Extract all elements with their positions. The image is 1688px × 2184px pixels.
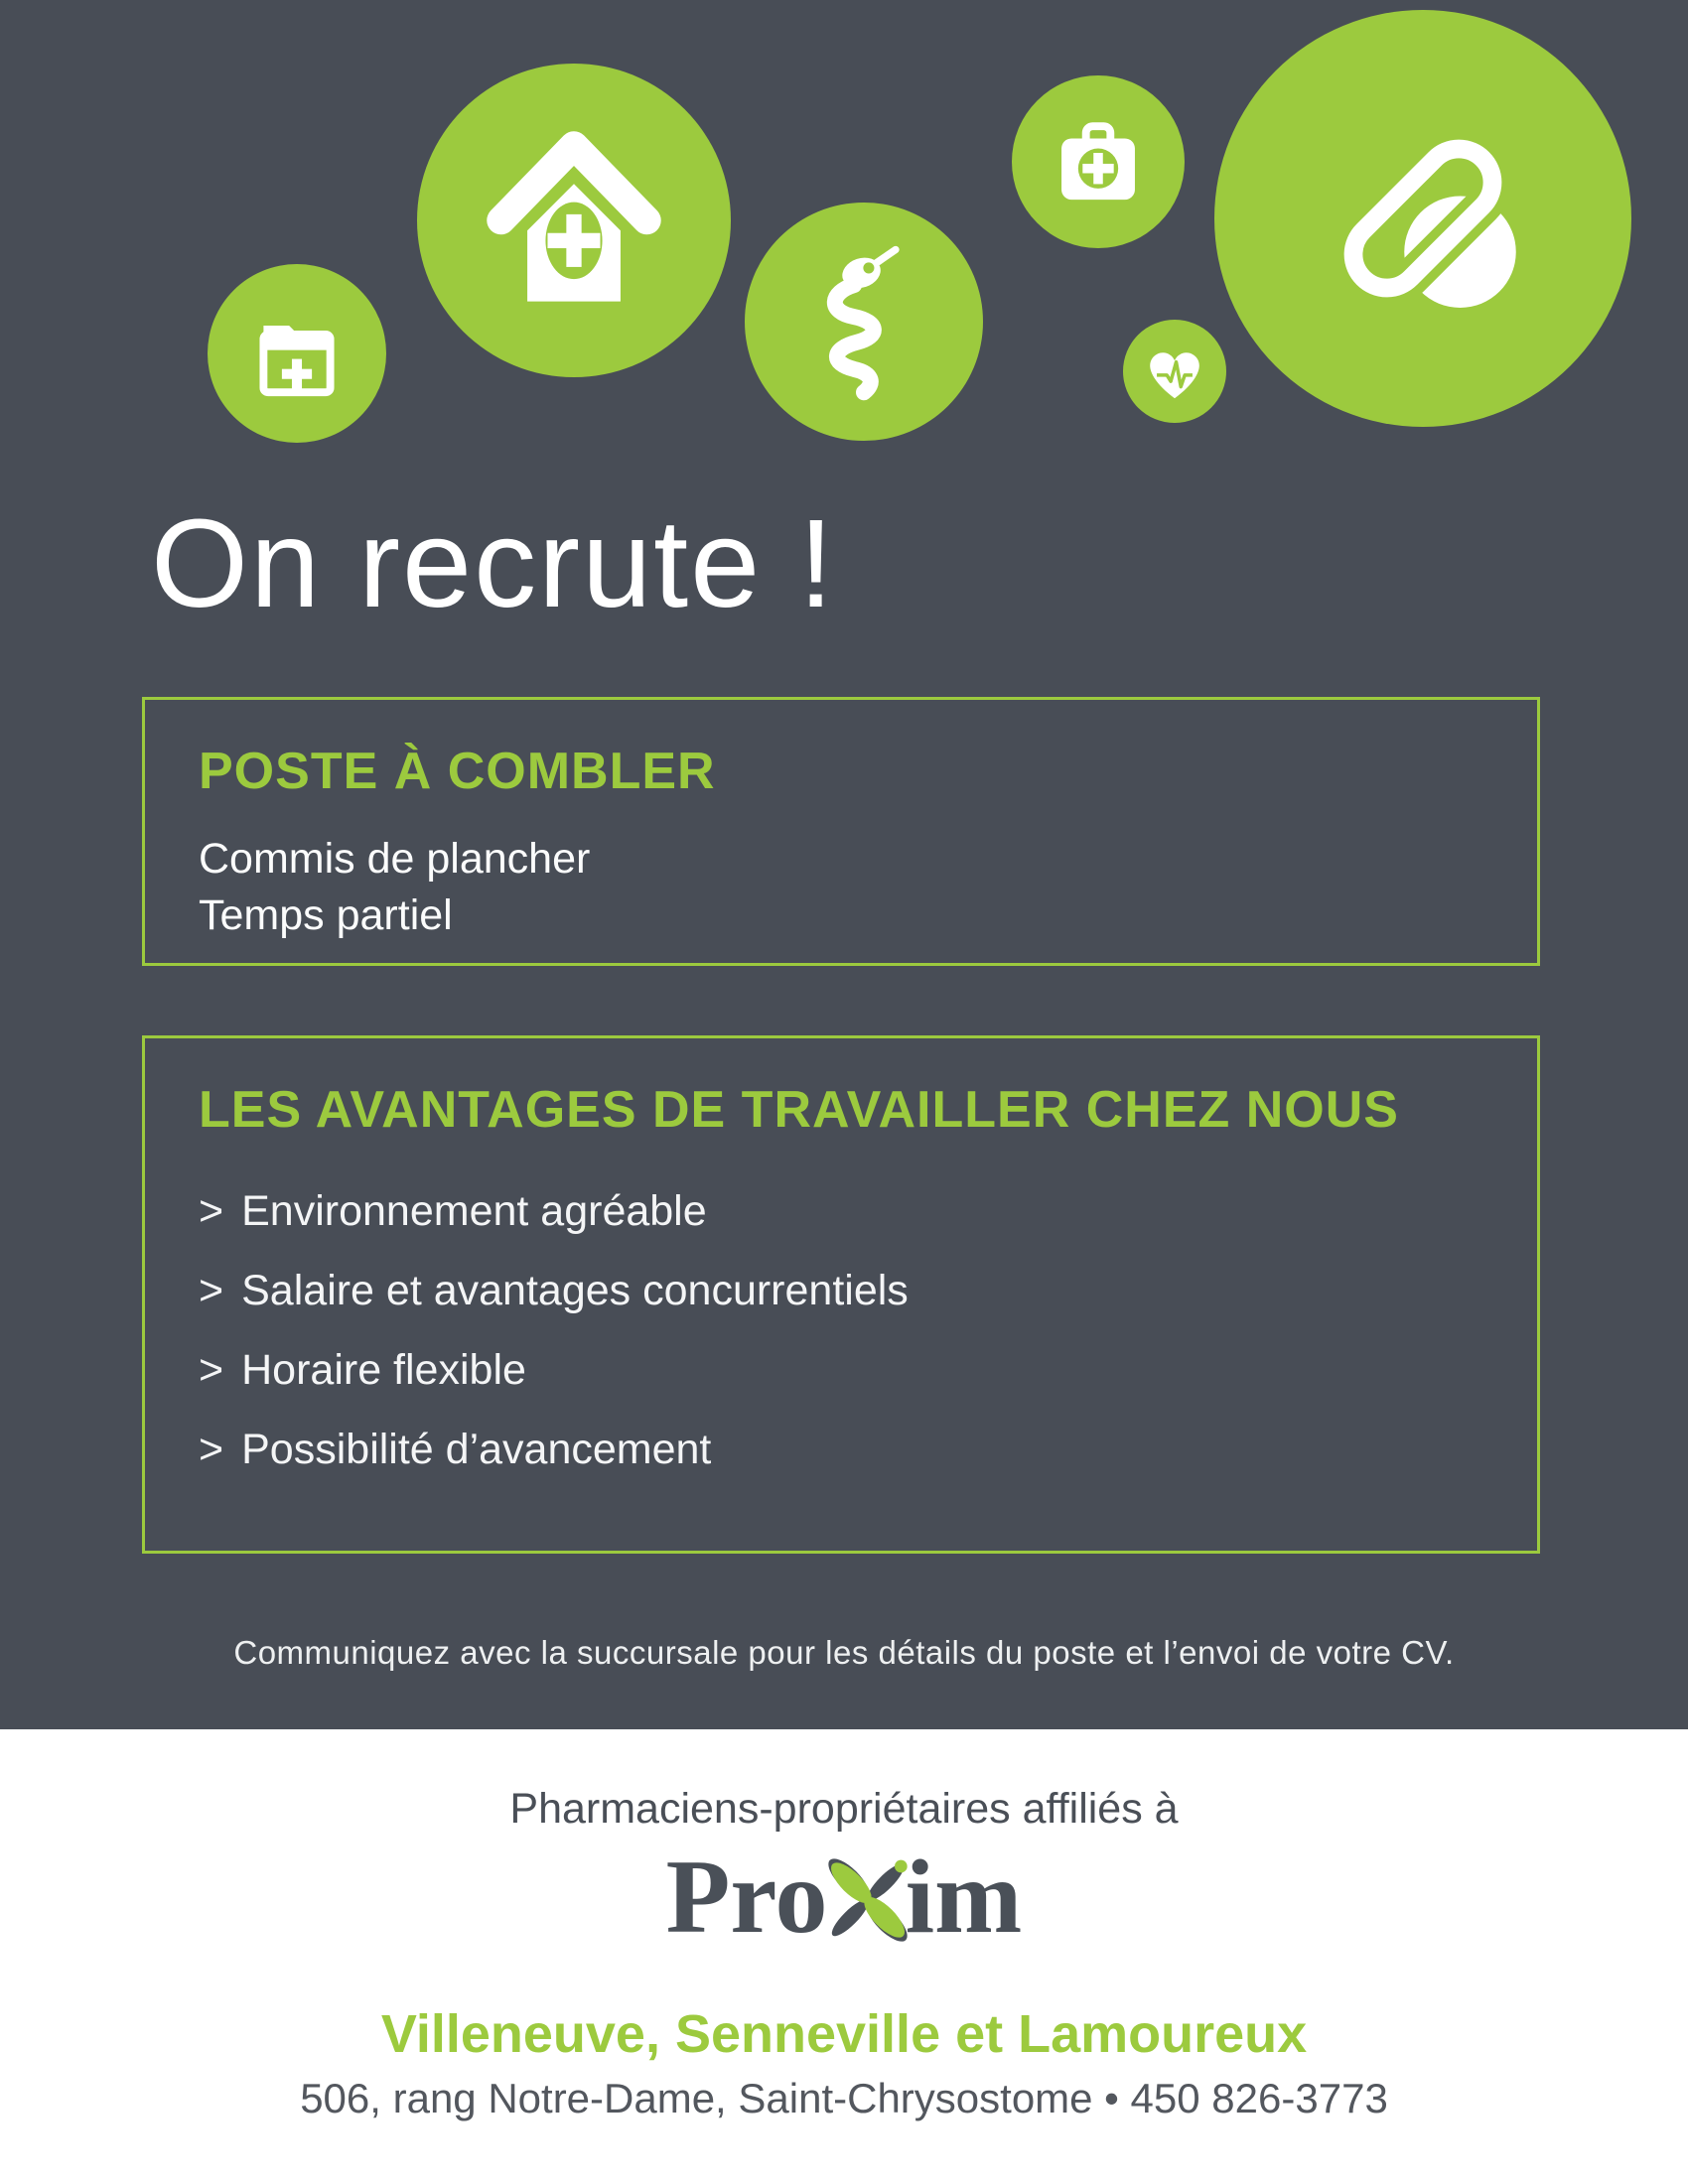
address-line: 506, rang Notre-Dame, Saint-Chrysostome • 450 826-3773	[300, 2075, 1388, 2121]
list-item-label: Horaire flexible	[241, 1346, 526, 1394]
pharmacy-house-icon	[473, 119, 675, 322]
pill-capsule-icon	[1299, 94, 1547, 342]
logo-text-im: im	[905, 1839, 1023, 1955]
logo-text-pro: Pro	[665, 1839, 828, 1955]
bullet-chevron: >	[199, 1426, 224, 1473]
affiliation-text: Pharmaciens-propriétaires affiliés à	[509, 1785, 1179, 1833]
bullet-chevron: >	[199, 1187, 224, 1235]
list-item	[199, 1267, 1537, 1315]
asclepius-snake-icon	[798, 236, 929, 407]
poste-a-combler-box	[142, 697, 1540, 966]
list-item	[199, 1346, 1537, 1395]
list-item-label: Possibilité d’avancement	[241, 1426, 712, 1473]
icon-circle-folder	[208, 264, 386, 443]
avantages-box	[142, 1035, 1540, 1554]
avantages-box-heading: LES AVANTAGES DE TRAVAILLER CHEZ NOUS	[199, 1081, 1399, 1139]
proxim-x-leaf-icon	[818, 1848, 917, 1952]
icon-circle-heart-pulse	[1123, 320, 1226, 423]
list-item-label: Salaire et avantages concurrentiels	[241, 1267, 909, 1314]
owners-line: Villeneuve, Senneville et Lamoureux	[380, 2004, 1308, 2064]
icon-circle-pill	[1214, 10, 1631, 427]
list-item-label: Environnement agréable	[241, 1187, 707, 1235]
list-item	[199, 1187, 1537, 1236]
proxim-logo	[0, 1839, 1688, 1955]
list-item	[199, 1426, 1537, 1474]
heart-pulse-icon	[1136, 333, 1213, 410]
position-type: Temps partiel	[199, 891, 453, 939]
poste-box-lines	[199, 831, 1537, 944]
contact-note: Communiquez avec la succursale pour les détails du poste et l’envoi de votre CV.	[233, 1634, 1455, 1671]
bullet-chevron: >	[199, 1267, 224, 1314]
poste-box-heading: POSTE À COMBLER	[199, 743, 716, 800]
page-title: On recrute !	[151, 493, 836, 633]
bullet-chevron: >	[199, 1346, 224, 1394]
icon-circle-pharmacy-house	[417, 64, 731, 377]
icon-circle-first-aid	[1012, 75, 1185, 248]
first-aid-kit-icon	[1043, 106, 1154, 217]
position-title: Commis de plancher	[199, 835, 591, 883]
avantages-list	[199, 1187, 1537, 1474]
icon-circle-asclepius	[745, 203, 983, 441]
folder-plus-icon	[241, 298, 352, 409]
